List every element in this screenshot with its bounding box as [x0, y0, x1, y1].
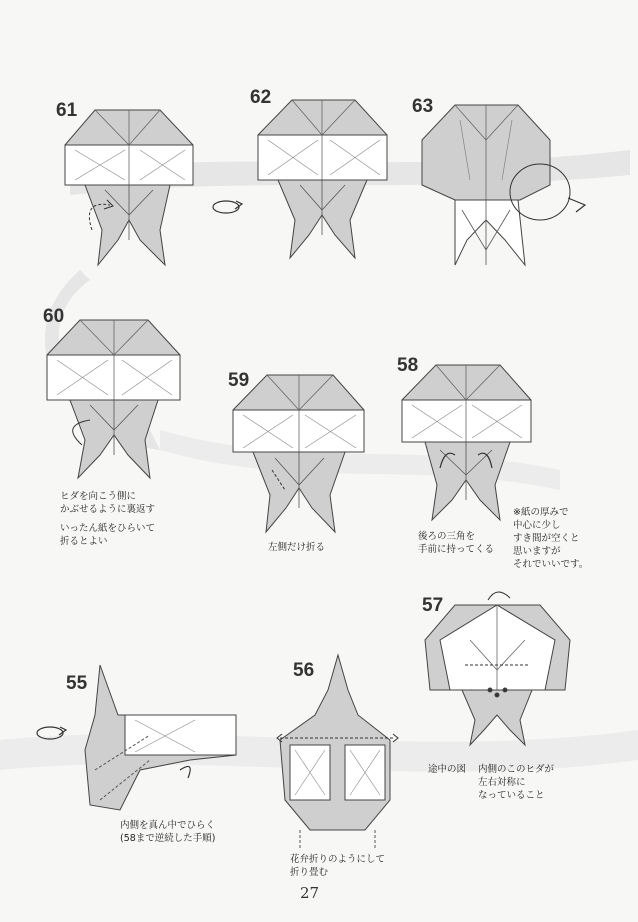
figure-step-60 — [47, 320, 180, 478]
step-56-note — [290, 853, 385, 879]
step-number-63: 63 — [412, 96, 434, 117]
step-number-62: 62 — [250, 87, 272, 108]
figure-step-57 — [425, 592, 570, 745]
step-number-60: 60 — [43, 306, 65, 327]
figure-step-58 — [402, 365, 531, 520]
note-line: それでいいです。 — [513, 559, 589, 570]
note-line: すき間が空くと — [513, 533, 580, 544]
note-line: 折るとよい — [60, 536, 108, 547]
step-55-note — [120, 819, 216, 845]
step-number-56: 56 — [293, 660, 315, 681]
note-line: (58まで逆続した手順) — [120, 833, 216, 844]
note-line: 途中の図 — [428, 764, 467, 775]
figure-step-63 — [422, 105, 585, 265]
step-number-57: 57 — [422, 595, 444, 616]
note-line: 左右対称に — [478, 777, 526, 788]
step-60-note — [60, 490, 155, 548]
note-line: かぶせるように裏返す — [60, 504, 156, 515]
step-57-caption — [428, 763, 466, 776]
turn-over-symbol — [213, 201, 242, 213]
note-line: 内側を真ん中でひらく — [120, 820, 216, 831]
note-line: 花弁折りのようにして — [290, 854, 386, 865]
note-line: ※紙の厚みで — [513, 507, 569, 518]
step-number-61: 61 — [56, 100, 78, 121]
step-58-note — [418, 530, 494, 556]
note-line: 左側だけ折る — [268, 542, 326, 553]
note-line: なっていること — [478, 790, 545, 801]
step-number-55: 55 — [66, 673, 88, 694]
side-note — [513, 506, 588, 571]
note-line: 思いますが — [513, 546, 561, 557]
note-line: ヒダを向こう側に — [60, 491, 137, 502]
figure-step-62 — [258, 100, 387, 258]
figure-step-55 — [85, 665, 236, 810]
step-59-note — [268, 541, 325, 554]
step-57-note — [478, 763, 554, 802]
note-line: 中心に少し — [513, 520, 561, 531]
step-number-59: 59 — [228, 370, 250, 391]
step-number-58: 58 — [397, 355, 419, 376]
note-line: いったん紙をひらいて — [60, 523, 156, 534]
note-line: 手前に持ってくる — [418, 544, 495, 555]
note-line: 折り畳む — [290, 867, 329, 878]
page-number: 27 — [300, 884, 320, 902]
figure-step-56 — [277, 655, 398, 850]
note-line: 内側のこのヒダが — [478, 764, 555, 775]
note-line: 後ろの三角を — [418, 531, 476, 542]
